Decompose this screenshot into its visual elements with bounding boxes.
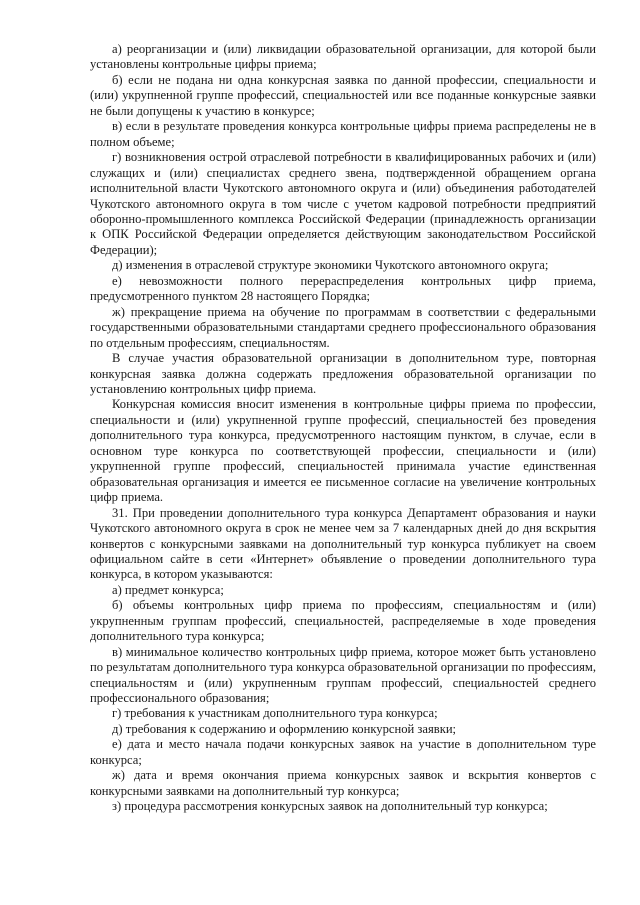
paragraph-31-item-a: а) предмет конкурса; (112, 582, 224, 597)
paragraph-clause-31: 31. При проведении дополнительного тура конкурса Департамент образования и науки Чукотского автономного округа в срок не менее чем за 7 календарных дней до дня вскрытия конвертов с конкурсными заявками на дополнительный тур конкурса публикует на своем официальном сайте в сети «Интернет» объявление о проведении дополнительного тура конкурса, в котором указываются: (90, 505, 596, 582)
paragraph-31-item-zh: ж) дата и время окончания приема конкурсных заявок и вскрытия конвертов с конкурсными заявками на дополнительный тур конкурса; (90, 768, 596, 798)
paragraph-item-v: в) если в результате проведения конкурса контрольные цифры приема распределены не в полном объеме; (90, 119, 596, 149)
paragraph-item-e: е) невозможности полного перераспределения контрольных цифр приема, предусмотренного пунктом 28 настоящего Порядка; (90, 273, 596, 304)
paragraph-31-item-v: в) минимальное количество контрольных цифр приема, которое может быть установлено по результатам дополнительного тура конкурса образовательной организации по профессиям, специальностям и (или) укрупненным группам профессий, специальностей среднего профессионального образования; (90, 644, 596, 706)
paragraph-repeat-application: В случае участия образовательной организации в дополнительном туре, повторная конкурсная заявка должна содержать предложения образовательной организации по установлению контрольных цифр приема. (90, 351, 596, 396)
paragraph-item-b: б) если не подана ни одна конкурсная заявка по данной профессии, специальности и (или) укрупненной группе профессий, специальностей или все поданные конкурсные заявки не были допущены к участию в конкурсе; (90, 72, 596, 118)
paragraph-item-d: д) изменения в отраслевой структуре экономики Чукотского автономного округа; (112, 258, 549, 273)
paragraph-31-item-d: д) требования к содержанию и оформлению конкурсной заявки; (112, 721, 457, 736)
paragraph-commission-changes: Конкурсная комиссия вносит изменения в контрольные цифры приема по профессии, специальности и (или) укрупненной группе профессий, специальностей без проведения дополнительного тура конкурса, предусмотренного настоящим пунктом, в случае, если в основном туре конкурса по соответствующей профессии, специальности и (или) укрупненной группе профессий, специальностей принимала участие единственная образовательная организация и имеется ее письменное согласие на увеличение контрольных цифр приема. (90, 397, 596, 505)
paragraph-item-zh: ж) прекращение приема на обучение по программам в соответствии с федеральными государственными образовательными стандартами среднего профессионального образования по отдельным профессиям, специальностям. (90, 304, 596, 350)
paragraph-31-item-b: б) объемы контрольных цифр приема по профессиям, специальностям и (или) укрупненным группам профессий, специальностей, распределяемые в ходе проведения дополнительного тура конкурса; (90, 598, 596, 644)
paragraph-31-item-e: е) дата и место начала подачи конкурсных заявок на участие в дополнительном туре конкурса; (90, 737, 596, 767)
paragraph-31-item-z: з) процедура рассмотрения конкурсных заявок на дополнительный тур конкурса; (112, 799, 548, 814)
paragraph-item-a: а) реорганизации и (или) ликвидации образовательной организации, для которой были установлены контрольные цифры приема; (90, 42, 596, 72)
document-body (90, 42, 596, 815)
paragraph-31-item-g: г) требования к участникам дополнительного тура конкурса; (112, 706, 438, 721)
paragraph-item-g: г) возникновения острой отраслевой потребности в квалифицированных рабочих и (или) служащих и (или) специалистах среднего звена, подтвержденной обращением органа исполнительной власти Чукотского автономного округа и (или) объединения работодателей Чукотского автономного округа в том числе с учетом кадровой потребности предприятий оборонно-промышленного комплекса Российской Федерации (принадлежность организации к ОПК Российской Федерации определяется действующим законодательством Российской Федерации); (90, 150, 596, 257)
